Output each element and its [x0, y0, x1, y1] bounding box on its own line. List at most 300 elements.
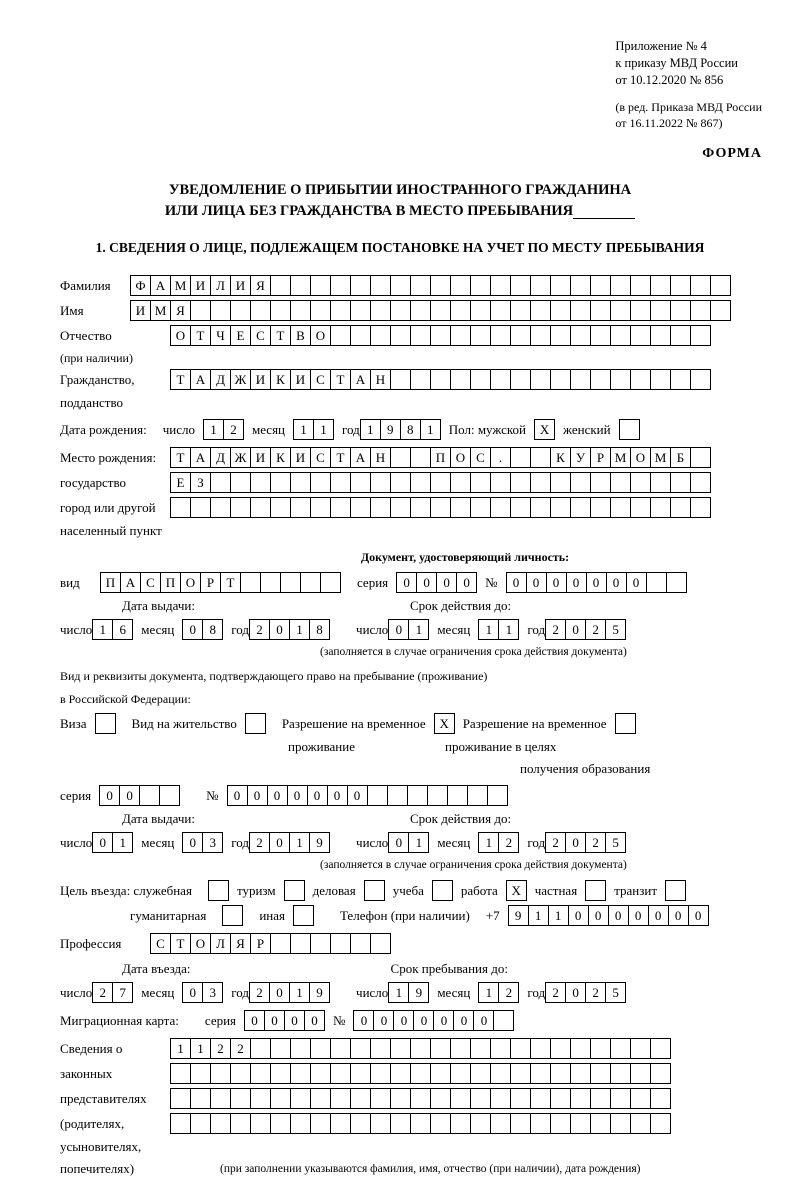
- doc-valid-year-input[interactable]: [545, 619, 626, 640]
- form-cell[interactable]: [510, 1063, 531, 1084]
- form-cell[interactable]: 1: [420, 419, 441, 440]
- form-cell[interactable]: [310, 933, 331, 954]
- form-cell[interactable]: [350, 1113, 371, 1134]
- form-cell[interactable]: И: [250, 369, 271, 390]
- form-cell[interactable]: 0: [433, 1010, 454, 1031]
- form-cell[interactable]: [490, 1063, 511, 1084]
- form-cell[interactable]: [370, 275, 391, 296]
- form-cell[interactable]: [250, 1038, 271, 1059]
- form-cell[interactable]: [370, 1038, 391, 1059]
- form-cell[interactable]: [530, 369, 551, 390]
- purpose-business-checkbox[interactable]: [364, 880, 385, 901]
- form-cell[interactable]: [330, 300, 351, 321]
- form-cell[interactable]: [430, 497, 451, 518]
- form-cell[interactable]: Е: [170, 472, 191, 493]
- form-cell[interactable]: [570, 325, 591, 346]
- form-cell[interactable]: [490, 497, 511, 518]
- phone-input[interactable]: [508, 905, 709, 926]
- form-cell[interactable]: [250, 1113, 271, 1134]
- form-cell[interactable]: [690, 497, 711, 518]
- form-cell[interactable]: [570, 1063, 591, 1084]
- form-cell[interactable]: 0: [453, 1010, 474, 1031]
- form-cell[interactable]: Т: [220, 572, 241, 593]
- form-cell[interactable]: [490, 325, 511, 346]
- form-cell[interactable]: 0: [244, 1010, 265, 1031]
- form-cell[interactable]: 0: [287, 785, 308, 806]
- form-cell[interactable]: Т: [190, 325, 211, 346]
- doc-issue-month-input[interactable]: [182, 619, 223, 640]
- purpose-other-checkbox[interactable]: [293, 905, 314, 926]
- form-cell[interactable]: 2: [545, 832, 566, 853]
- form-cell[interactable]: 2: [92, 982, 113, 1003]
- form-cell[interactable]: 6: [112, 619, 133, 640]
- form-cell[interactable]: 2: [249, 619, 270, 640]
- form-cell[interactable]: 1: [478, 619, 499, 640]
- form-cell[interactable]: 1: [408, 619, 429, 640]
- form-cell[interactable]: 0: [284, 1010, 305, 1031]
- form-cell[interactable]: Б: [670, 447, 691, 468]
- patronymic-input[interactable]: [170, 325, 711, 346]
- form-cell[interactable]: [570, 472, 591, 493]
- form-cell[interactable]: [570, 369, 591, 390]
- form-cell[interactable]: [170, 1063, 191, 1084]
- entry-day-input[interactable]: [92, 982, 133, 1003]
- form-cell[interactable]: Ж: [230, 369, 251, 390]
- form-cell[interactable]: [230, 472, 251, 493]
- birth-place-city-input-2[interactable]: [170, 497, 711, 518]
- form-cell[interactable]: 0: [688, 905, 709, 926]
- form-cell[interactable]: Я: [250, 275, 271, 296]
- stay-number-input[interactable]: [227, 785, 508, 806]
- form-cell[interactable]: [610, 275, 631, 296]
- form-cell[interactable]: [390, 275, 411, 296]
- form-cell[interactable]: [139, 785, 160, 806]
- form-cell[interactable]: [222, 905, 243, 926]
- form-cell[interactable]: И: [130, 300, 151, 321]
- form-cell[interactable]: И: [290, 447, 311, 468]
- form-cell[interactable]: Н: [370, 447, 391, 468]
- form-cell[interactable]: [650, 1088, 671, 1109]
- stay-valid-month-input[interactable]: [478, 832, 519, 853]
- citizenship-input[interactable]: [170, 369, 711, 390]
- doc-series-input[interactable]: [396, 572, 477, 593]
- form-cell[interactable]: Р: [250, 933, 271, 954]
- form-cell[interactable]: 9: [309, 832, 330, 853]
- form-cell[interactable]: А: [150, 275, 171, 296]
- sex-female-checkbox[interactable]: [619, 419, 640, 440]
- form-cell[interactable]: [650, 300, 671, 321]
- form-cell[interactable]: З: [190, 472, 211, 493]
- form-cell[interactable]: [230, 1088, 251, 1109]
- form-cell[interactable]: [270, 1113, 291, 1134]
- form-cell[interactable]: [210, 1088, 231, 1109]
- form-cell[interactable]: [250, 300, 271, 321]
- form-cell[interactable]: О: [450, 447, 471, 468]
- form-cell[interactable]: Л: [210, 933, 231, 954]
- form-cell[interactable]: [690, 300, 711, 321]
- form-cell[interactable]: [670, 300, 691, 321]
- form-cell[interactable]: 2: [249, 832, 270, 853]
- form-cell[interactable]: [427, 785, 448, 806]
- form-cell[interactable]: С: [310, 369, 331, 390]
- mig-number-input[interactable]: [353, 1010, 514, 1031]
- form-cell[interactable]: [610, 1063, 631, 1084]
- form-cell[interactable]: [410, 275, 431, 296]
- form-cell[interactable]: А: [350, 447, 371, 468]
- form-cell[interactable]: [450, 1088, 471, 1109]
- form-cell[interactable]: [610, 300, 631, 321]
- form-cell[interactable]: 0: [119, 785, 140, 806]
- form-cell[interactable]: [410, 1113, 431, 1134]
- form-cell[interactable]: 0: [269, 832, 290, 853]
- form-cell[interactable]: 9: [380, 419, 401, 440]
- form-cell[interactable]: [370, 325, 391, 346]
- form-cell[interactable]: [490, 300, 511, 321]
- form-cell[interactable]: [510, 275, 531, 296]
- form-cell[interactable]: [190, 1113, 211, 1134]
- form-cell[interactable]: [350, 1038, 371, 1059]
- birth-year-input[interactable]: [360, 419, 441, 440]
- form-cell[interactable]: 1: [293, 419, 314, 440]
- form-cell[interactable]: 0: [267, 785, 288, 806]
- form-cell[interactable]: 0: [546, 572, 567, 593]
- form-cell[interactable]: [570, 497, 591, 518]
- legal-rep-input-4[interactable]: [170, 1113, 671, 1134]
- form-cell[interactable]: [710, 300, 731, 321]
- mig-series-input[interactable]: [244, 1010, 325, 1031]
- birth-place-city-input-1[interactable]: [170, 472, 711, 493]
- form-cell[interactable]: [390, 1063, 411, 1084]
- form-cell[interactable]: [330, 1113, 351, 1134]
- form-cell[interactable]: [470, 1113, 491, 1134]
- form-cell[interactable]: [470, 1038, 491, 1059]
- form-cell[interactable]: О: [170, 325, 191, 346]
- form-cell[interactable]: [370, 1113, 391, 1134]
- form-cell[interactable]: [387, 785, 408, 806]
- form-cell[interactable]: [320, 572, 341, 593]
- form-cell[interactable]: 0: [373, 1010, 394, 1031]
- form-cell[interactable]: 1: [313, 419, 334, 440]
- form-cell[interactable]: [210, 300, 231, 321]
- form-cell[interactable]: [650, 325, 671, 346]
- form-cell[interactable]: 0: [99, 785, 120, 806]
- form-cell[interactable]: К: [270, 369, 291, 390]
- form-cell[interactable]: [447, 785, 468, 806]
- form-cell[interactable]: [450, 325, 471, 346]
- form-cell[interactable]: [630, 497, 651, 518]
- stay-series-input[interactable]: [99, 785, 180, 806]
- form-cell[interactable]: 0: [568, 905, 589, 926]
- form-cell[interactable]: О: [180, 572, 201, 593]
- form-cell[interactable]: [690, 369, 711, 390]
- form-cell[interactable]: [364, 880, 385, 901]
- form-cell[interactable]: [450, 1038, 471, 1059]
- form-cell[interactable]: 0: [182, 982, 203, 1003]
- form-cell[interactable]: 0: [92, 832, 113, 853]
- form-cell[interactable]: X: [434, 713, 455, 734]
- form-cell[interactable]: [490, 369, 511, 390]
- form-cell[interactable]: [550, 472, 571, 493]
- form-cell[interactable]: [190, 1088, 211, 1109]
- form-cell[interactable]: Т: [170, 369, 191, 390]
- form-cell[interactable]: 2: [585, 619, 606, 640]
- form-cell[interactable]: П: [100, 572, 121, 593]
- profession-input[interactable]: [150, 933, 391, 954]
- form-cell[interactable]: [510, 369, 531, 390]
- birth-place-state-input[interactable]: [170, 447, 711, 468]
- form-cell[interactable]: [410, 325, 431, 346]
- form-cell[interactable]: [390, 1038, 411, 1059]
- form-cell[interactable]: [390, 1088, 411, 1109]
- form-cell[interactable]: [510, 325, 531, 346]
- form-cell[interactable]: [690, 472, 711, 493]
- form-cell[interactable]: 1: [478, 982, 499, 1003]
- form-cell[interactable]: [230, 497, 251, 518]
- form-cell[interactable]: [330, 497, 351, 518]
- form-cell[interactable]: [210, 1063, 231, 1084]
- form-cell[interactable]: [610, 369, 631, 390]
- form-cell[interactable]: [350, 1063, 371, 1084]
- form-cell[interactable]: [585, 880, 606, 901]
- doc-kind-input[interactable]: [100, 572, 341, 593]
- doc-valid-month-input[interactable]: [478, 619, 519, 640]
- form-cell[interactable]: [650, 1038, 671, 1059]
- form-cell[interactable]: 0: [264, 1010, 285, 1031]
- form-cell[interactable]: А: [120, 572, 141, 593]
- form-cell[interactable]: [410, 1038, 431, 1059]
- form-cell[interactable]: М: [150, 300, 171, 321]
- form-cell[interactable]: [270, 1088, 291, 1109]
- form-cell[interactable]: 0: [353, 1010, 374, 1031]
- form-cell[interactable]: [590, 472, 611, 493]
- form-cell[interactable]: [350, 325, 371, 346]
- form-cell[interactable]: [330, 933, 351, 954]
- form-cell[interactable]: [570, 1113, 591, 1134]
- form-cell[interactable]: Р: [590, 447, 611, 468]
- form-cell[interactable]: Д: [210, 369, 231, 390]
- form-cell[interactable]: [432, 880, 453, 901]
- form-cell[interactable]: [350, 300, 371, 321]
- form-cell[interactable]: 0: [393, 1010, 414, 1031]
- form-cell[interactable]: [390, 369, 411, 390]
- form-cell[interactable]: М: [170, 275, 191, 296]
- form-cell[interactable]: А: [190, 447, 211, 468]
- form-cell[interactable]: [270, 497, 291, 518]
- form-cell[interactable]: О: [190, 933, 211, 954]
- form-cell[interactable]: 9: [309, 982, 330, 1003]
- form-cell[interactable]: [159, 785, 180, 806]
- form-cell[interactable]: [450, 300, 471, 321]
- form-cell[interactable]: 2: [210, 1038, 231, 1059]
- form-cell[interactable]: 0: [565, 832, 586, 853]
- form-cell[interactable]: [210, 472, 231, 493]
- form-cell[interactable]: [530, 472, 551, 493]
- form-cell[interactable]: [530, 1088, 551, 1109]
- form-cell[interactable]: [470, 472, 491, 493]
- form-cell[interactable]: [430, 1063, 451, 1084]
- form-cell[interactable]: 0: [182, 832, 203, 853]
- form-cell[interactable]: [650, 497, 671, 518]
- form-cell[interactable]: [410, 497, 431, 518]
- form-cell[interactable]: [550, 1038, 571, 1059]
- form-cell[interactable]: Н: [370, 369, 391, 390]
- form-cell[interactable]: Т: [170, 933, 191, 954]
- form-cell[interactable]: [370, 300, 391, 321]
- form-cell[interactable]: [510, 497, 531, 518]
- form-cell[interactable]: [646, 572, 667, 593]
- form-cell[interactable]: [330, 1063, 351, 1084]
- form-cell[interactable]: [170, 1113, 191, 1134]
- form-cell[interactable]: [430, 1038, 451, 1059]
- stayuntil-month-input[interactable]: [478, 982, 519, 1003]
- form-cell[interactable]: [290, 1113, 311, 1134]
- form-cell[interactable]: Ж: [230, 447, 251, 468]
- form-cell[interactable]: [230, 300, 251, 321]
- form-cell[interactable]: 0: [608, 905, 629, 926]
- form-cell[interactable]: 1: [478, 832, 499, 853]
- doc-number-input[interactable]: [506, 572, 687, 593]
- form-cell[interactable]: [450, 369, 471, 390]
- form-cell[interactable]: [590, 1113, 611, 1134]
- form-cell[interactable]: И: [250, 447, 271, 468]
- form-cell[interactable]: [330, 275, 351, 296]
- form-cell[interactable]: 9: [508, 905, 529, 926]
- form-cell[interactable]: [610, 497, 631, 518]
- form-cell[interactable]: 0: [396, 572, 417, 593]
- form-cell[interactable]: [570, 1038, 591, 1059]
- form-cell[interactable]: [350, 472, 371, 493]
- form-cell[interactable]: [670, 497, 691, 518]
- form-cell[interactable]: [665, 880, 686, 901]
- form-cell[interactable]: [310, 497, 331, 518]
- purpose-private-checkbox[interactable]: [585, 880, 606, 901]
- form-cell[interactable]: [430, 325, 451, 346]
- form-cell[interactable]: 2: [585, 832, 606, 853]
- form-cell[interactable]: [470, 1063, 491, 1084]
- legal-rep-input-3[interactable]: [170, 1088, 671, 1109]
- purpose-service-checkbox[interactable]: [208, 880, 229, 901]
- form-cell[interactable]: [570, 300, 591, 321]
- form-cell[interactable]: 1: [92, 619, 113, 640]
- form-cell[interactable]: 5: [605, 982, 626, 1003]
- form-cell[interactable]: [390, 300, 411, 321]
- form-cell[interactable]: [610, 1113, 631, 1134]
- form-cell[interactable]: [450, 1063, 471, 1084]
- form-cell[interactable]: [630, 1113, 651, 1134]
- form-cell[interactable]: 2: [249, 982, 270, 1003]
- form-cell[interactable]: [390, 325, 411, 346]
- form-cell[interactable]: [630, 1063, 651, 1084]
- form-cell[interactable]: [260, 572, 281, 593]
- form-cell[interactable]: У: [570, 447, 591, 468]
- form-cell[interactable]: [270, 1063, 291, 1084]
- form-cell[interactable]: 1: [289, 982, 310, 1003]
- form-cell[interactable]: [650, 369, 671, 390]
- form-cell[interactable]: [530, 325, 551, 346]
- form-cell[interactable]: [290, 1088, 311, 1109]
- purpose-transit-checkbox[interactable]: [665, 880, 686, 901]
- form-cell[interactable]: [190, 300, 211, 321]
- form-cell[interactable]: [550, 497, 571, 518]
- form-cell[interactable]: [630, 300, 651, 321]
- form-cell[interactable]: 0: [565, 982, 586, 1003]
- form-cell[interactable]: .: [490, 447, 511, 468]
- form-cell[interactable]: [350, 497, 371, 518]
- residence-checkbox[interactable]: [245, 713, 266, 734]
- form-cell[interactable]: [293, 905, 314, 926]
- form-cell[interactable]: [270, 275, 291, 296]
- form-cell[interactable]: Т: [330, 369, 351, 390]
- form-cell[interactable]: [290, 472, 311, 493]
- form-cell[interactable]: [630, 275, 651, 296]
- form-cell[interactable]: 0: [247, 785, 268, 806]
- form-cell[interactable]: 0: [388, 619, 409, 640]
- form-cell[interactable]: 1: [190, 1038, 211, 1059]
- temp-residence-checkbox[interactable]: [434, 713, 455, 734]
- form-cell[interactable]: 0: [526, 572, 547, 593]
- form-cell[interactable]: [270, 1038, 291, 1059]
- form-cell[interactable]: 1: [170, 1038, 191, 1059]
- form-cell[interactable]: [450, 275, 471, 296]
- purpose-work-checkbox[interactable]: [506, 880, 527, 901]
- form-cell[interactable]: [310, 275, 331, 296]
- form-cell[interactable]: [490, 1088, 511, 1109]
- form-cell[interactable]: 2: [498, 832, 519, 853]
- form-cell[interactable]: [670, 472, 691, 493]
- form-cell[interactable]: [690, 275, 711, 296]
- form-cell[interactable]: [280, 572, 301, 593]
- form-cell[interactable]: [490, 1038, 511, 1059]
- stay-valid-year-input[interactable]: [545, 832, 626, 853]
- form-cell[interactable]: [290, 1063, 311, 1084]
- form-cell[interactable]: [530, 497, 551, 518]
- form-cell[interactable]: [290, 300, 311, 321]
- form-cell[interactable]: [367, 785, 388, 806]
- form-cell[interactable]: 0: [628, 905, 649, 926]
- form-cell[interactable]: 0: [182, 619, 203, 640]
- form-cell[interactable]: П: [160, 572, 181, 593]
- form-cell[interactable]: О: [630, 447, 651, 468]
- form-cell[interactable]: [590, 275, 611, 296]
- form-cell[interactable]: [510, 1088, 531, 1109]
- doc-issue-year-input[interactable]: [249, 619, 330, 640]
- form-cell[interactable]: 0: [566, 572, 587, 593]
- form-cell[interactable]: 0: [648, 905, 669, 926]
- form-cell[interactable]: 9: [408, 982, 429, 1003]
- form-cell[interactable]: 0: [304, 1010, 325, 1031]
- form-cell[interactable]: [284, 880, 305, 901]
- form-cell[interactable]: [350, 933, 371, 954]
- form-cell[interactable]: [210, 497, 231, 518]
- form-cell[interactable]: [370, 933, 391, 954]
- form-cell[interactable]: [300, 572, 321, 593]
- form-cell[interactable]: [470, 275, 491, 296]
- form-cell[interactable]: 2: [223, 419, 244, 440]
- form-cell[interactable]: [270, 933, 291, 954]
- form-cell[interactable]: X: [534, 419, 555, 440]
- form-cell[interactable]: 0: [456, 572, 477, 593]
- form-cell[interactable]: 1: [203, 419, 224, 440]
- form-cell[interactable]: [590, 325, 611, 346]
- form-cell[interactable]: [510, 300, 531, 321]
- form-cell[interactable]: [619, 419, 640, 440]
- form-cell[interactable]: Е: [230, 325, 251, 346]
- name-input[interactable]: [130, 300, 731, 321]
- form-cell[interactable]: [530, 447, 551, 468]
- form-cell[interactable]: 0: [606, 572, 627, 593]
- form-cell[interactable]: И: [190, 275, 211, 296]
- form-cell[interactable]: [330, 1038, 351, 1059]
